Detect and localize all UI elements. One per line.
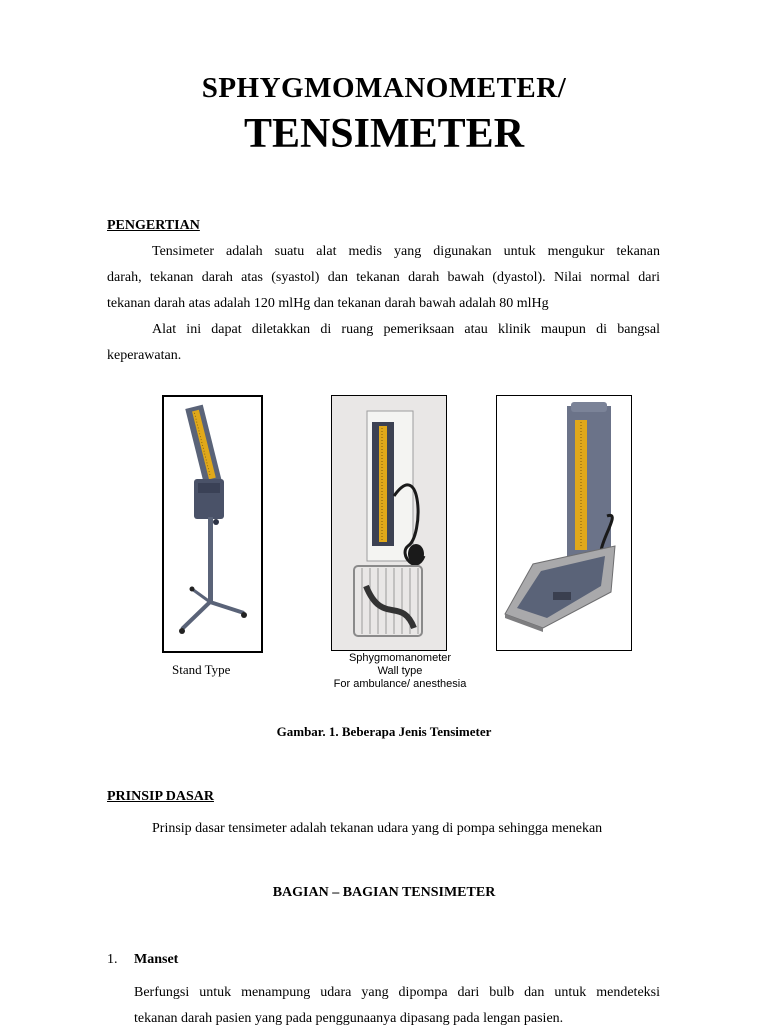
wall-type-sphygmomanometer-image [332,396,446,650]
paragraph-line: darah, tekanan darah atas (syastol) dan tekanan darah bawah (dyastol). Nilai normal dari [107,270,660,285]
list-item-title-manset: Manset [134,952,179,967]
paragraph-line: tekanan darah pasien yang pada penggunaanya dipasang pada lengan pasien. [134,1011,564,1026]
caption-line: Sphygmomanometer [348,652,452,664]
paragraph-pengertian-2 [107,317,660,369]
caption-line: Wall type [377,665,423,677]
paragraph-line: tekanan darah atas adalah 120 mlHg dan tekanan darah bawah adalah 80 mlHg [107,296,549,311]
figure-desk-type [496,395,632,651]
paragraph-line: keperawatan. [107,348,182,363]
caption-wall-type [320,652,480,691]
paragraph-pengertian-1 [107,239,660,317]
paragraph-line: Alat ini dapat diletakkan di ruang pemeriksaan atau klinik maupun di bangsal [152,322,660,337]
list-item-number: 1. [107,952,118,967]
page-title-line1: SPHYGMOMANOMETER/ [201,72,567,104]
desk-type-sphygmomanometer-image [497,396,631,650]
section-heading-bagian: BAGIAN – BAGIAN TENSIMETER [272,885,496,900]
figure-stand-type [162,395,263,653]
figure-title: Gambar. 1. Beberapa Jenis Tensimeter [276,724,492,739]
section-heading-pengertian: PENGERTIAN [107,218,200,233]
page-title-line2: TENSIMETER [243,111,525,157]
figure-wall-type [331,395,447,651]
stand-type-sphygmomanometer-image [164,397,261,651]
paragraph-prinsip-dasar: Prinsip dasar tensimeter adalah tekanan udara yang di pompa sehingga menekan [152,821,603,836]
caption-stand-type: Stand Type [172,662,231,677]
paragraph-line: Tensimeter adalah suatu alat medis yang digunakan untuk mengukur tekanan [152,244,660,259]
section-heading-prinsip-dasar: PRINSIP DASAR [107,789,214,804]
paragraph-manset [134,980,660,1032]
paragraph-line: Berfungsi untuk menampung udara yang dipompa dari bulb dan untuk mendeteksi [134,985,660,1000]
caption-line: For ambulance/ anesthesia [333,678,467,690]
